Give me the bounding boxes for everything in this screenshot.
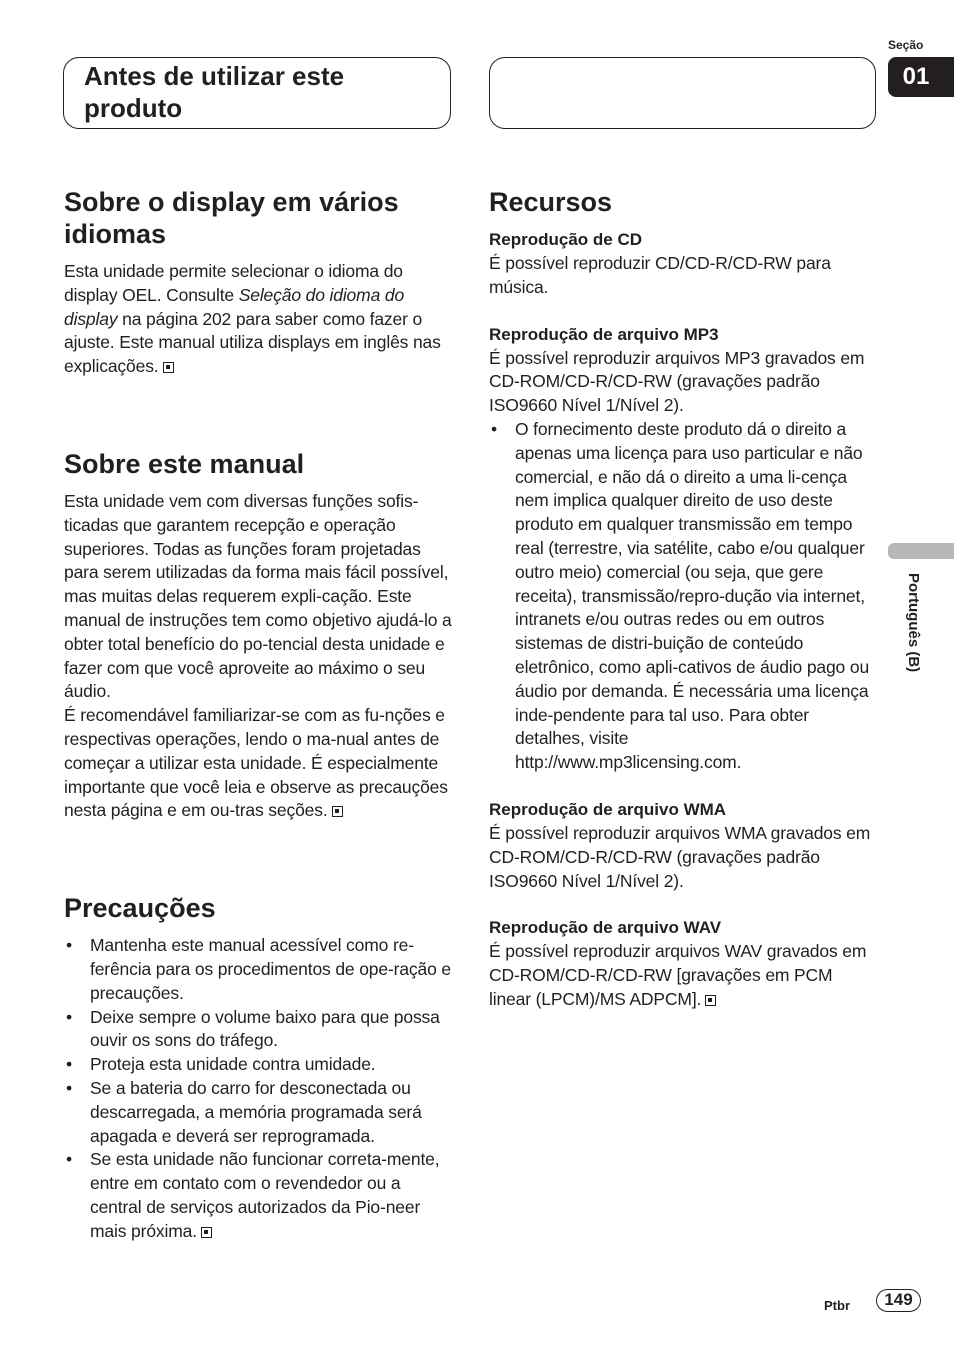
header-title: Antes de utilizar este produto <box>84 61 345 123</box>
footer-lang-code: Ptbr <box>824 1298 850 1313</box>
language-tab <box>888 543 954 559</box>
wav-text <box>489 940 877 1011</box>
mp3-text: É possível reproduzir arquivos MP3 gravados em CD-ROM/CD-R/CD-RW (gravações padrão ISO9660 Nível 1/Nível 2). <box>489 347 865 416</box>
mp3-license-list <box>489 418 877 775</box>
list-item: • Mantenha este manual acessível como re-ferência para os procedimentos de ope-ração e precauções. <box>64 934 452 1005</box>
list-item-text: Se esta unidade não funcionar correta-mente, entre em contato com o revendedor ou a central de serviços autorizados da Pio-neer mais próxima. <box>90 1149 440 1241</box>
section-badge: 01 <box>888 57 954 97</box>
list-item <box>489 418 877 775</box>
display-link: Seleção do idioma do display <box>64 284 405 329</box>
header-empty-box <box>489 57 876 129</box>
list-item: • Proteja esta unidade contra umidade. <box>64 1053 452 1077</box>
right-column <box>489 186 877 1012</box>
cd-text: É possível reproduzir CD/CD-R/CD-RW para música. <box>489 253 831 297</box>
mp3-license-url: http://www.mp3licensing.com. <box>515 752 742 773</box>
section-label: Seção <box>888 38 924 52</box>
display-heading: Sobre o display em vários idiomas <box>64 187 399 249</box>
wav-title: Reprodução de arquivo WAV <box>489 918 722 938</box>
manual-paragraph-1: Esta unidade vem com diversas funções sofis-ticadas que garantem recepção e operação superiores. Todas as funções foram projetadas para serem utilizadas da forma mais fácil possível, mas muitas delas requerem expli-cação. Este manual de instruções tem como objetivo ajudá-lo a obter total benefício do po-tencial desta unidade e fazer com que você aproveite ao máximo o seu áudio. <box>64 490 452 702</box>
display-text-before: Esta unidade permite selecionar o idioma do display OEL. Consulte <box>64 261 403 305</box>
manual-paragraph-2 <box>64 704 452 823</box>
end-mark-icon <box>332 806 343 817</box>
wma-text: É possível reproduzir arquivos WMA gravados em CD-ROM/CD-R/CD-RW (gravações padrão ISO9660 Nível 1/Nível 2). <box>489 822 871 891</box>
end-mark-icon <box>201 1227 212 1238</box>
end-mark-icon <box>705 995 716 1006</box>
precautions-heading: Precauções <box>64 893 216 924</box>
manual-heading: Sobre este manual <box>64 448 305 479</box>
header-title-box <box>63 57 451 129</box>
wma-title: Reprodução de arquivo WMA <box>489 799 727 819</box>
end-mark-icon <box>163 362 174 373</box>
language-label: Português (B) <box>905 573 922 673</box>
cd-title: Reprodução de CD <box>489 230 643 249</box>
features-heading: Recursos <box>489 187 613 217</box>
precautions-list <box>64 934 452 1243</box>
mp3-title: Reprodução de arquivo MP3 <box>489 324 719 344</box>
list-item: • Deixe sempre o volume baixo para que possa ouvir os sons do tráfego. <box>64 1006 452 1054</box>
manual-paragraph-2-text: É recomendável familiarizar-se com as fu-nções e respectivas operações, lendo o ma-nual antes de começar a utilizar esta unidade. É especialmente importante que você leia e observe as precauções nesta página e em ou-tras seções. <box>64 705 448 821</box>
mp3-license-text: O fornecimento deste produto dá o direito a apenas uma licença para uso particular e não comercial, e não dá o direito a uma li-cença nem implica qualquer direito de uso deste produto em qualquer transmissão em tempo real (terrestre, via satélite, cabo e/ou qualquer outro meio) comercial (ou seja, que gere receita), transmissão/repro-dução via internet, intranets e/ou outras redes ou em outros sistemas de distri-buição de conteúdo eletrônico, como apli-cativos de áudio pago ou áudio por demanda. É necessária uma licença inde-pendente para tal uso. Para obter detalhes, visite <box>515 418 870 749</box>
display-paragraph <box>64 260 452 379</box>
list-item <box>64 1148 452 1243</box>
display-text-after: na página 202 para saber como fazer o ajuste. Este manual utiliza displays em inglês nas explicações. <box>64 308 441 377</box>
list-item: • Se a bateria do carro for desconectada ou descarregada, a memória programada será apagada e deverá ser reprogramada. <box>64 1077 452 1148</box>
left-column <box>64 186 452 1244</box>
page-number: 149 <box>876 1289 921 1312</box>
wav-text-body: É possível reproduzir arquivos WAV gravados em CD-ROM/CD-R/CD-RW [gravações em PCM linear (LPCM)/MS ADPCM]. <box>489 941 867 1009</box>
